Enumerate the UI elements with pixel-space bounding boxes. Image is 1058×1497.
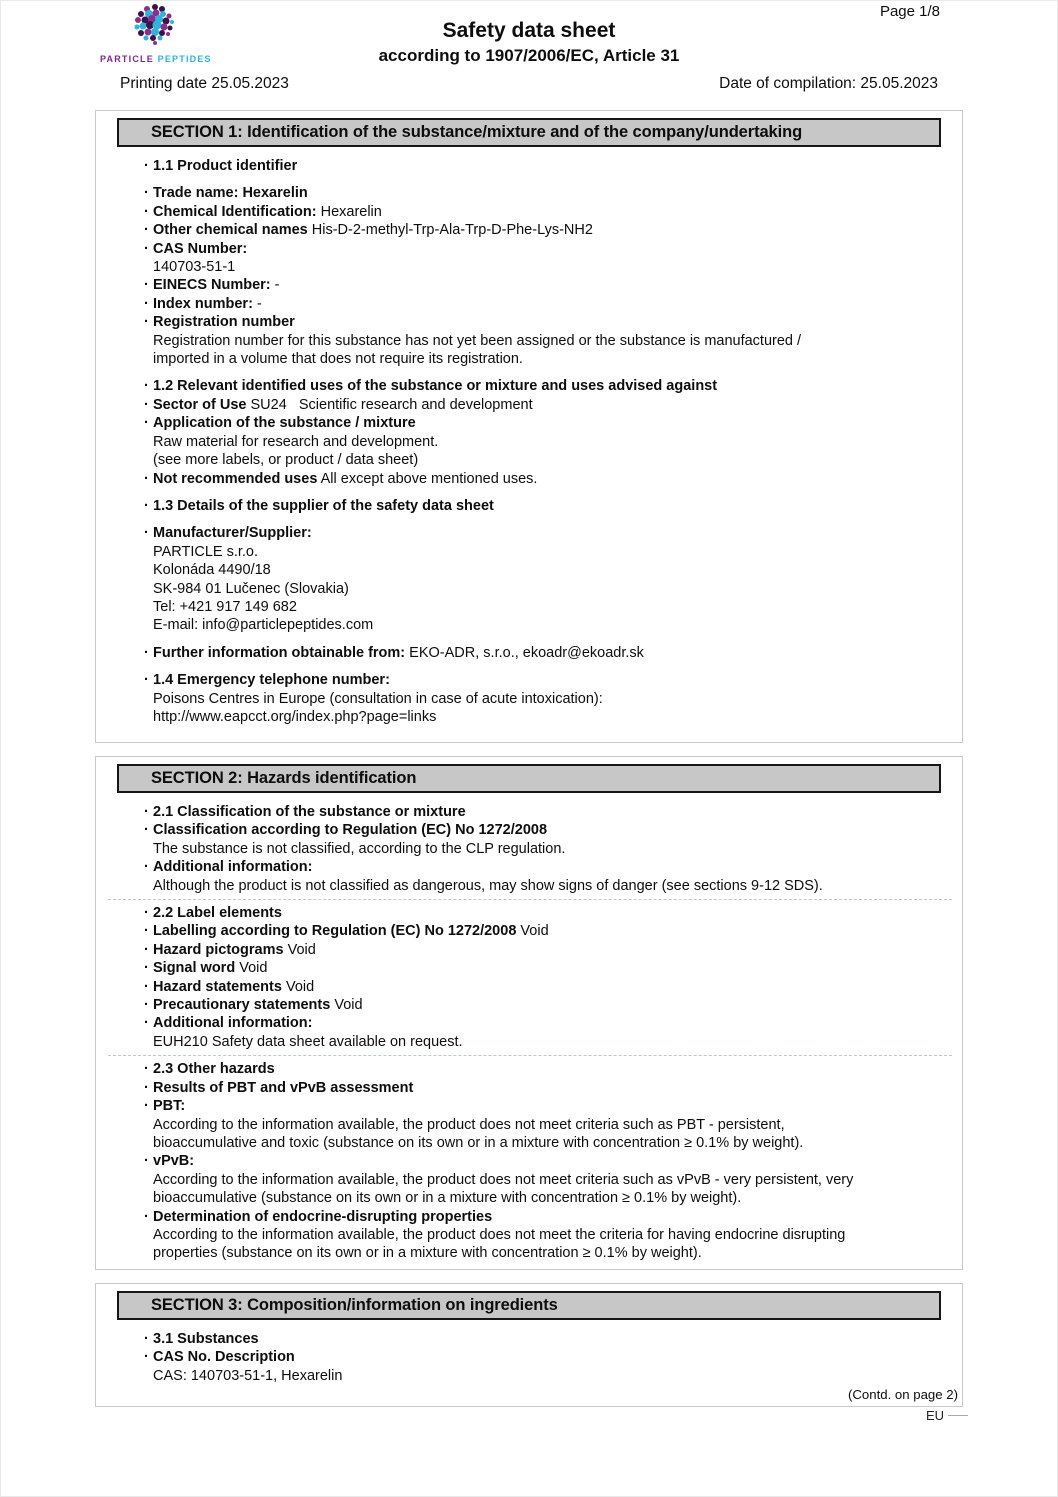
text-line: According to the information available, the product does not meet criteria such as vPvB - very persistent, very [153,1171,854,1188]
text-line: Tel: +421 917 149 682 [153,598,297,615]
text-line: SK-984 01 Lučenec (Slovakia) [153,580,349,597]
text-line: · 1.3 Details of the supplier of the safety data sheet [153,497,942,515]
text-line: properties (substance on its own or in a mixture with concentration ≥ 0.1% by weight). [153,1245,702,1262]
text-line: bioaccumulative (substance on its own or in a mixture with concentration ≥ 0.1% by weight). [153,1190,742,1207]
text-line: · Application of the substance / mixture [153,414,942,432]
text-line: · Determination of endocrine-disrupting properties [153,1208,942,1226]
text-line: · EINECS Number: - [153,276,942,294]
text-line: · Signal word Void [153,959,942,977]
logo-word-particle: PARTICLE [100,54,154,64]
text-line: · Further information obtainable from: EKO-ADR, s.r.o., ekoadr@ekoadr.sk [153,644,942,662]
section-2-box [95,756,963,1270]
text-line: 140703-51-1 [153,259,236,276]
section-2-content [153,803,942,1263]
text-line: · Hazard statements Void [153,978,942,996]
region-label: EU [925,1408,944,1423]
text-line: · 1.2 Relevant identified uses of the substance or mixture and uses advised against [153,377,942,395]
text-line: · Labelling according to Regulation (EC) No 1272/2008 Void [153,922,942,940]
section-1-content [153,157,942,726]
text-line: · Other chemical names His-D-2-methyl-Trp-Ala-Trp-D-Phe-Lys-NH2 [153,221,942,239]
printing-date: Printing date 25.05.2023 [120,75,289,92]
text-line: (see more labels, or product / data sheet) [153,452,419,469]
text-line: · 2.2 Label elements [153,904,942,922]
text-line: · CAS No. Description [153,1348,942,1366]
text-line: · Additional information: [153,1014,942,1032]
section-1-header: SECTION 1: Identification of the substance/mixture and of the company/undertaking [117,118,941,147]
text-line: · CAS Number: [153,240,942,258]
text-line: · Chemical Identification: Hexarelin [153,203,942,221]
text-line: · 1.4 Emergency telephone number: [153,671,942,689]
text-line: E-mail: info@particlepeptides.com [153,617,374,634]
text-line: PARTICLE s.r.o. [153,543,259,560]
text-line: bioaccumulative and toxic (substance on its own or in a mixture with concentration ≥ 0.1% by weight). [153,1134,804,1151]
dashed-divider [108,899,952,900]
text-line: · Not recommended uses All except above mentioned uses. [153,470,942,488]
compilation-date: Date of compilation: 25.05.2023 [719,75,938,92]
text-line: Although the product is not classified as dangerous, may show signs of danger (see sections 9-12 SDS). [153,877,823,894]
text-line: Poisons Centres in Europe (consultation in case of acute intoxication): [153,690,603,707]
text-line: The substance is not classified, according to the CLP regulation. [153,840,566,857]
section-3-content [153,1330,942,1385]
text-line: · 2.3 Other hazards [153,1060,942,1078]
text-line: · Trade name: Hexarelin [153,184,942,202]
text-line: According to the information available, the product does not meet criteria such as PBT - persistent, [153,1116,785,1133]
document-subtitle: according to 1907/2006/EC, Article 31 [378,46,680,65]
text-line: · 3.1 Substances [153,1330,942,1348]
text-line: · 1.1 Product identifier [153,157,942,175]
dashed-divider [108,1055,952,1056]
text-line: imported in a volume that does not require its registration. [153,351,523,368]
text-line: · Index number: - [153,295,942,313]
section-3-box [95,1283,963,1407]
dates-row [120,75,938,93]
text-line: · vPvB: [153,1152,942,1170]
text-line: · Classification according to Regulation (EC) No 1272/2008 [153,821,942,839]
section-3-header: SECTION 3: Composition/information on ingredients [117,1291,941,1320]
text-line: · Additional information: [153,858,942,876]
section-1-box [95,110,963,743]
text-line: · Registration number [153,313,942,331]
text-line: Kolonáda 4490/18 [153,562,271,579]
text-line: · Manufacturer/Supplier: [153,524,942,542]
text-line: CAS: 140703-51-1, Hexarelin [153,1367,343,1384]
text-line: Raw material for research and development. [153,433,439,450]
logo-word-peptides: PEPTIDES [157,54,212,64]
text-line: · Sector of Use SU24 Scientific research and development [153,396,942,414]
text-line: Registration number for this substance has not yet been assigned or the substance is manufactured / [153,332,802,349]
text-line: http://www.eapcct.org/index.php?page=links [153,708,437,725]
footer-region-row [926,1408,968,1423]
text-line: · Precautionary statements Void [153,996,942,1014]
footer-rule [948,1415,968,1416]
text-line: · Hazard pictograms Void [153,941,942,959]
text-line: · 2.1 Classification of the substance or mixture [153,803,942,821]
document-title: Safety data sheet [442,19,616,42]
text-line: · PBT: [153,1097,942,1115]
continued-note: (Contd. on page 2) [848,1387,958,1403]
text-line: According to the information available, the product does not meet the criteria for having endocrine disrupting [153,1226,846,1243]
text-line: · Results of PBT and vPvB assessment [153,1079,942,1097]
text-line: EUH210 Safety data sheet available on request. [153,1033,463,1050]
page-number: Page 1/8 [879,3,940,20]
section-2-header: SECTION 2: Hazards identification [117,764,941,793]
